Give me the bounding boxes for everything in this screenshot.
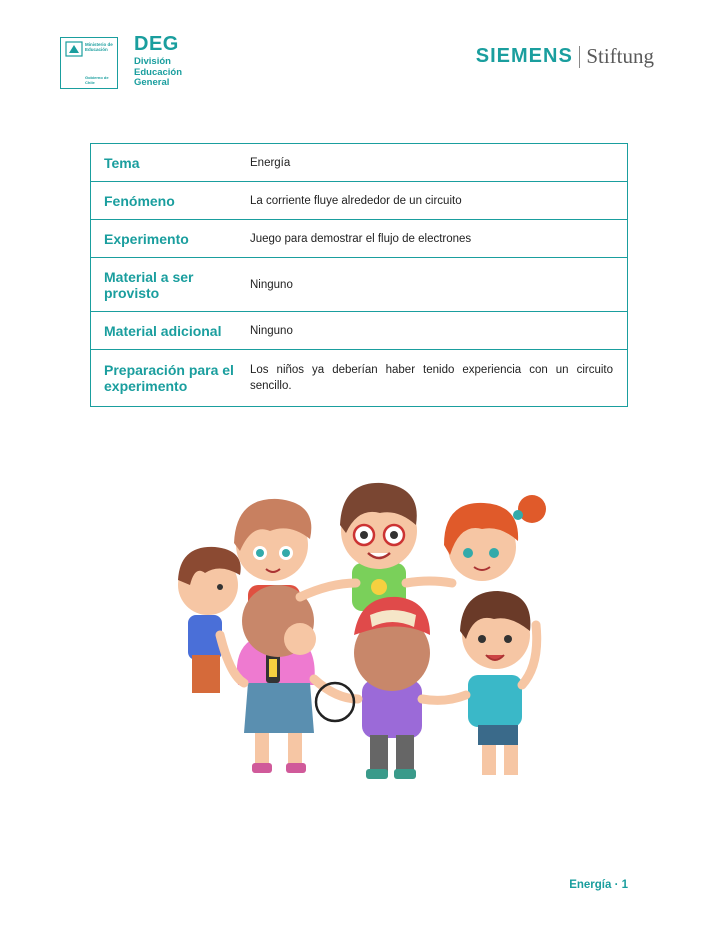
row-label: Fenómeno: [104, 192, 175, 209]
row-value: Juego para demostrar el flujo de electrones: [250, 232, 472, 245]
deg-sub-1: División: [134, 56, 171, 67]
row-label: Experimento: [104, 230, 189, 247]
row-label: Preparación para el experimento: [104, 362, 234, 394]
page-footer: Energía · 1: [569, 879, 628, 891]
deg-title: DEG: [134, 33, 179, 55]
child-front-center: [354, 597, 430, 779]
siemens-brand: SIEMENS: [475, 45, 573, 67]
siemens-stiftung-logo: [476, 44, 654, 69]
deg-sub-2: Educación: [134, 66, 183, 78]
logo-divider: [579, 46, 581, 68]
row-label: Material adicional: [104, 322, 222, 339]
stiftung-text: Stiftung: [586, 44, 654, 68]
row-value: Los niños ya deberían haber tenido experiencia con un circuito sencillo.: [250, 364, 613, 392]
gobierno-label: Gobierno de Chile: [85, 75, 109, 85]
deg-sub-3: General: [134, 77, 170, 88]
row-value: Ninguno: [250, 324, 293, 337]
child-back-right: [444, 495, 546, 581]
experiment-info-table: [90, 143, 628, 407]
row-value: La corriente fluye alrededor de un circuito: [250, 194, 462, 207]
children-circle-illustration: [160, 475, 560, 785]
ministry-line-1: Ministerio de: [85, 42, 113, 47]
row-value: Energía: [250, 156, 291, 169]
deg-logo: [134, 33, 194, 89]
table-row: [91, 220, 627, 258]
table-row: [91, 312, 627, 350]
child-front-left: [237, 585, 316, 773]
table-row: [91, 182, 627, 220]
row-label: Material a ser provisto: [104, 268, 194, 301]
table-row: [91, 350, 627, 406]
table-row: [91, 144, 627, 182]
ministry-logo: [60, 37, 118, 89]
row-label: Tema: [104, 154, 140, 171]
child-back-center: [340, 483, 417, 611]
ministry-crest-icon: [65, 41, 83, 57]
table-row: [91, 258, 627, 312]
row-value: Ninguno: [250, 278, 293, 291]
ministry-line-2: Educación: [85, 47, 108, 52]
